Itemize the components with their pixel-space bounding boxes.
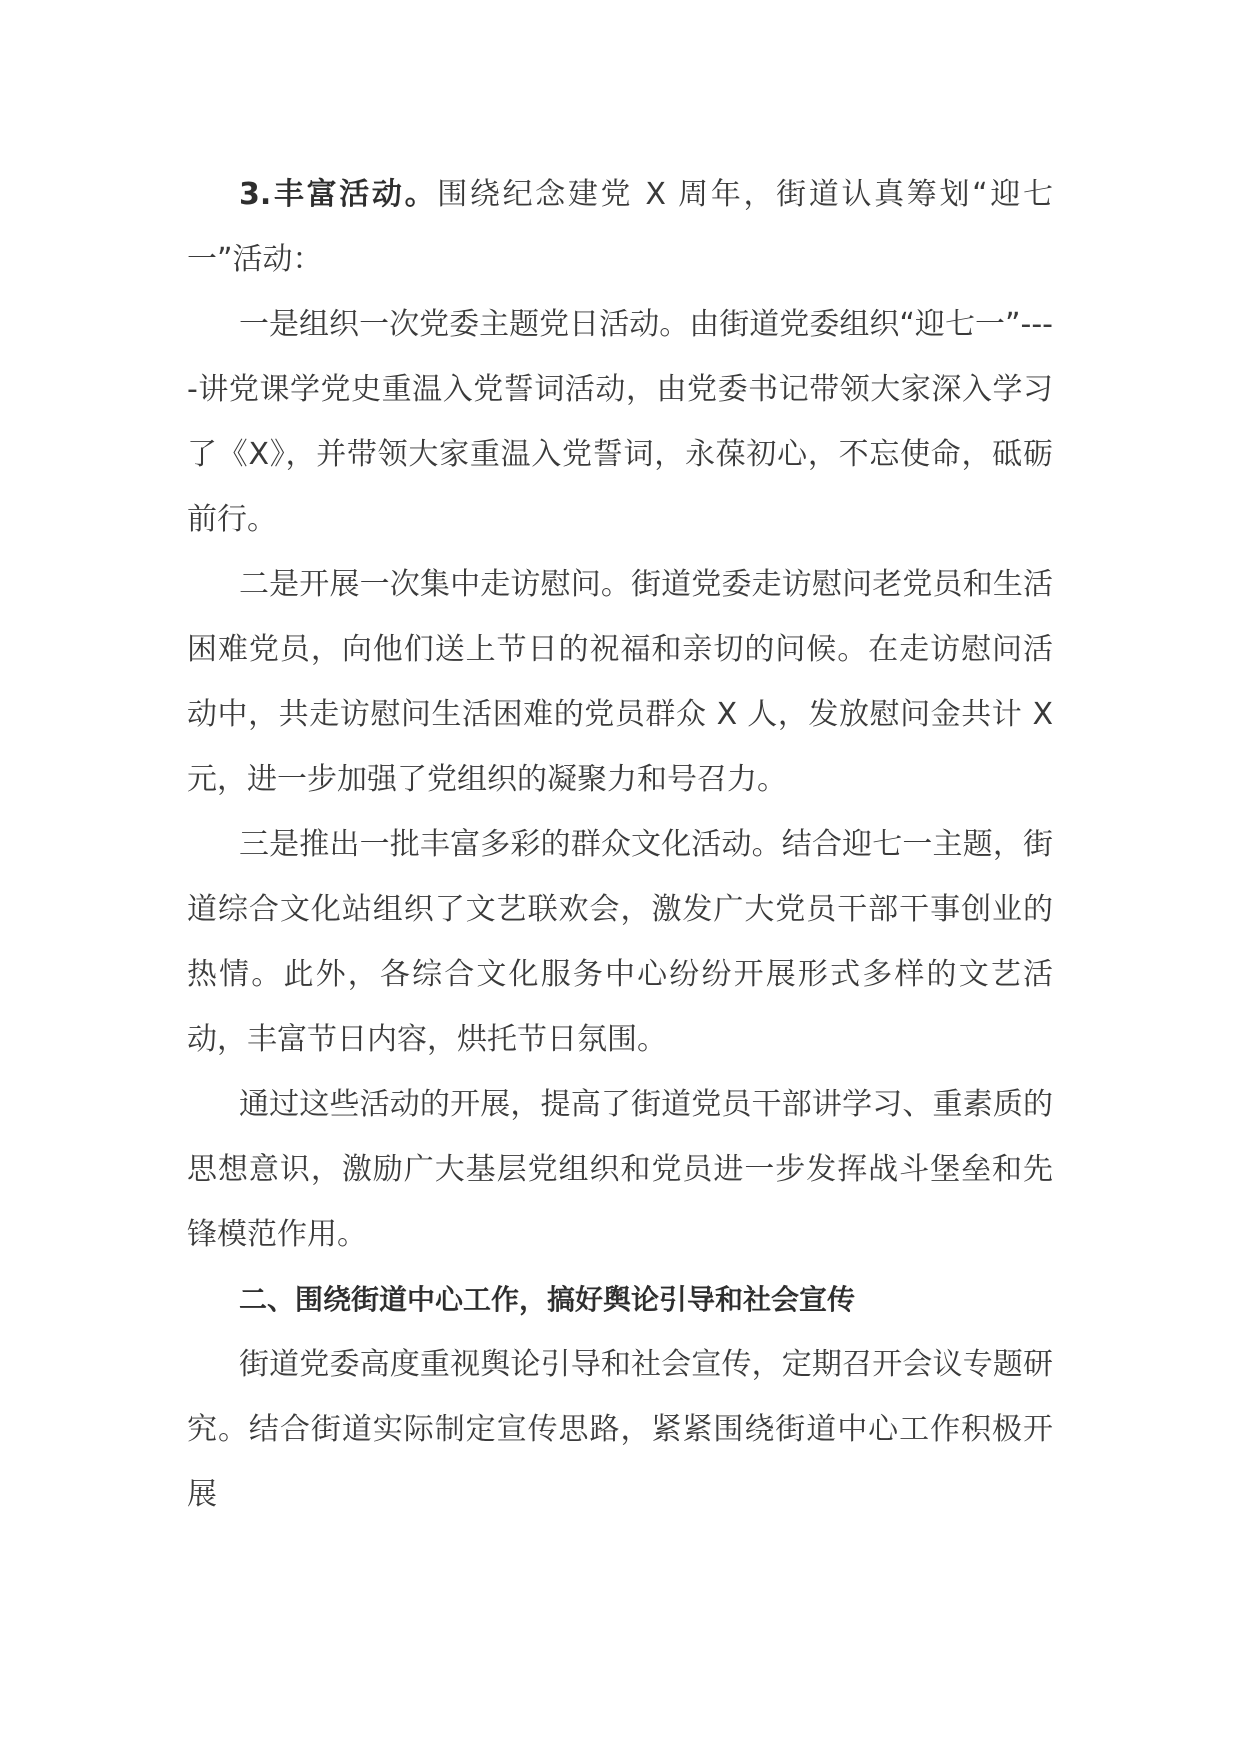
paragraph-visits: 二是开展一次集中走访慰问。街道党委走访慰问老党员和生活困难党员，向他们送上节日的祝福和亲切的问候。在走访慰问活动中，共走访慰问生活困难的党员群众 X 人，发放慰问金共计 X 元，进一步加强了党组织的凝聚力和号召力。 <box>187 567 1053 797</box>
paragraph-summary: 通过这些活动的开展，提高了街道党员干部讲学习、重素质的思想意识，激励广大基层党组织和党员进一步发挥战斗堡垒和先锋模范作用。 <box>187 1087 1053 1252</box>
paragraph-lead: 3.丰富活动。 <box>239 177 438 212</box>
paragraph-culture-activities: 三是推出一批丰富多彩的群众文化活动。结合迎七一主题，街道综合文化站组织了文艺联欢会，激发广大党员干部干事创业的热情。此外，各综合文化服务中心纷纷开展形式多样的文艺活动，丰富节日内容，烘托节日氛围。 <box>187 827 1053 1057</box>
document-body <box>187 162 1053 1527</box>
paragraph-publicity: 街道党委高度重视舆论引导和社会宣传，定期召开会议专题研究。结合街道实际制定宣传思路，紧紧围绕街道中心工作积极开展 <box>187 1347 1053 1512</box>
paragraph-text: 围绕纪念建党 X 周年，街道认真筹划“迎七一”活动： <box>187 177 1053 277</box>
section-heading-2: 二、围绕街道中心工作，搞好舆论引导和社会宣传 <box>239 1283 856 1316</box>
paragraph-party-day: 一是组织一次党委主题党日活动。由街道党委组织“迎七一”----讲党课学党史重温入党誓词活动，由党委书记带领大家深入学习了《X》，并带领大家重温入党誓词，永葆初心，不忘使命，砥砺前行。 <box>187 307 1053 537</box>
paragraph-rich-activities <box>187 162 1053 292</box>
